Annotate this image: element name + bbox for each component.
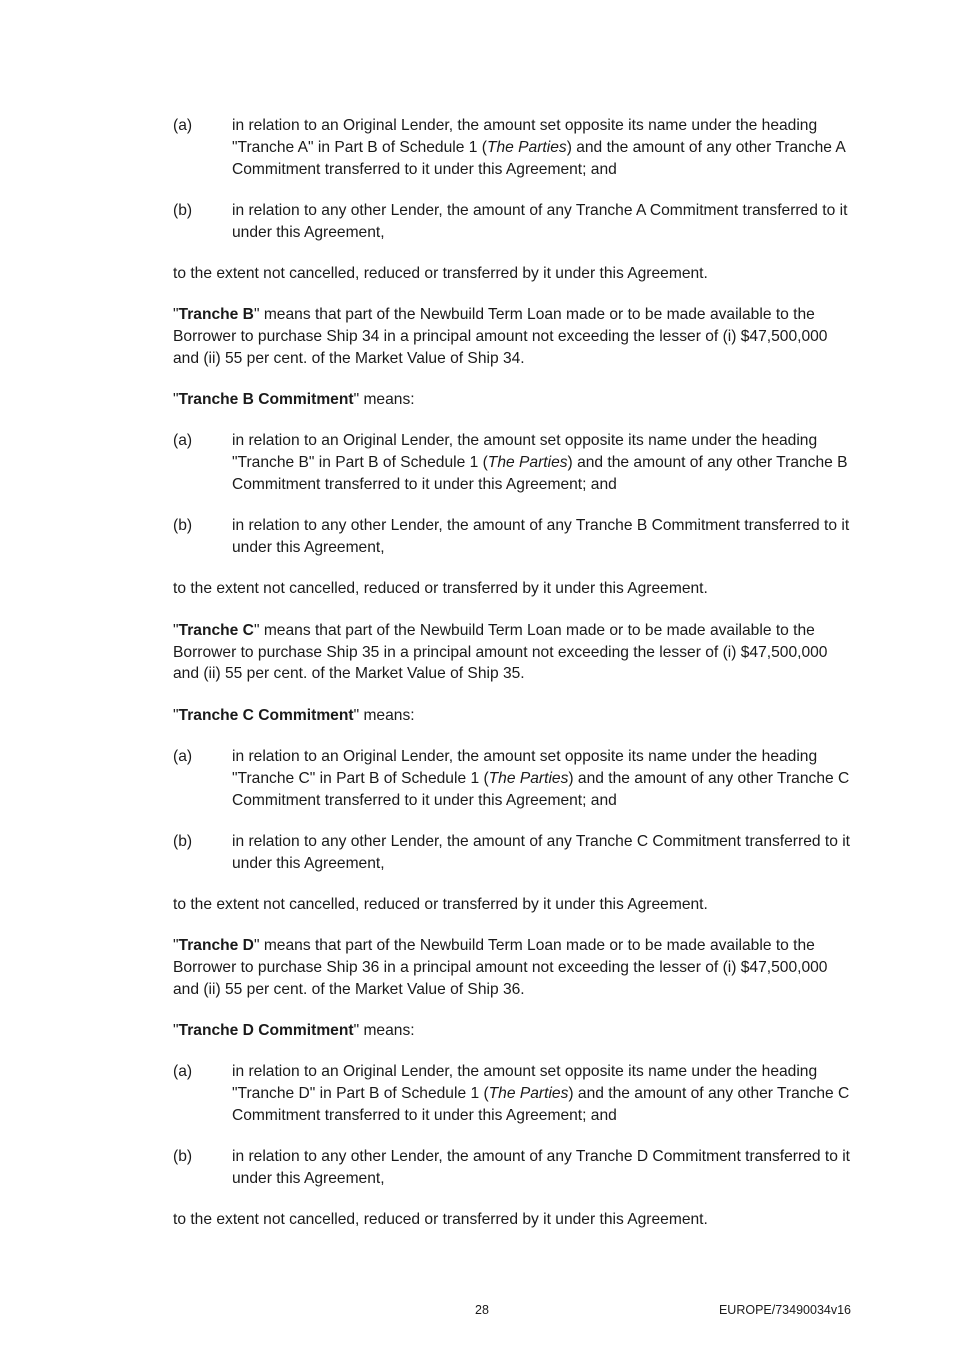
item-label: (a): [173, 432, 193, 450]
defined-term: Tranche B Commitment: [178, 391, 354, 409]
defined-term: Tranche D: [178, 937, 254, 955]
closing-paragraph: to the extent not cancelled, reduced or transferred by it under this Agreement.: [173, 264, 708, 282]
item-text: in relation to an Original Lender, the amount set opposite its name under the heading "Tranche D" in Part B of Schedule 1 (The Parties) and the amount of any other Tranche C Commitment transferred to it under this Agreement; and: [232, 1063, 850, 1124]
defined-term: Tranche D Commitment: [178, 1022, 354, 1040]
defined-term: Tranche C: [178, 621, 254, 639]
defined-term: Tranche C Commitment: [178, 706, 354, 724]
list-item: [173, 430, 853, 495]
item-label: (b): [173, 201, 193, 219]
item-text: in relation to an Original Lender, the amount set opposite its name under the heading "Tranche C" in Part B of Schedule 1 (The Parties) and the amount of any other Tranche C Commitment transferred to it under this Agreement; and: [232, 747, 850, 809]
definition-tranche-b-commitment: "Tranche B Commitment" means:: [173, 391, 415, 409]
item-label: (a): [173, 1063, 193, 1081]
definition-tranche-d: "Tranche D" means that part of the Newbuild Term Loan made or to be made available to the Borrower to purchase Ship 36 in a principal amount not exceeding the lesser of (i) $47,500,000 and (ii) 55 per cent. of the Market Value of Ship 36.: [173, 937, 828, 998]
item-text: in relation to an Original Lender, the amount set opposite its name under the heading "Tranche B" in Part B of Schedule 1 (The Parties) and the amount of any other Tranche B Commitment transferred to it under this Agreement; and: [232, 432, 848, 494]
list-item: [173, 1061, 853, 1126]
defined-term: Tranche B: [178, 306, 254, 324]
document-reference: EUROPE/73490034v16: [718, 1303, 851, 1317]
definition-tranche-b: "Tranche B" means that part of the Newbuild Term Loan made or to be made available to the Borrower to purchase Ship 34 in a principal amount not exceeding the lesser of (i) $47,500,000 and (ii) 55 per cent. of the Market Value of Ship 34.: [173, 306, 828, 367]
item-label: (b): [173, 832, 193, 850]
item-label: (b): [173, 1148, 193, 1166]
list-item: [173, 831, 853, 875]
definition-tranche-c: "Tranche C" means that part of the Newbuild Term Loan made or to be made available to the Borrower to purchase Ship 35 in a principal amount not exceeding the lesser of (i) $47,500,000 and (ii) 55 per cent. of the Market Value of Ship 35.: [173, 621, 828, 683]
item-label: (b): [173, 517, 193, 535]
list-item: [173, 200, 853, 244]
list-item: [173, 515, 853, 559]
closing-paragraph: to the extent not cancelled, reduced or transferred by it under this Agreement.: [173, 1211, 708, 1229]
item-text: in relation to any other Lender, the amount of any Tranche A Commitment transferred to it under this Agreement,: [232, 201, 848, 241]
item-text: in relation to any other Lender, the amount of any Tranche C Commitment transferred to it under this Agreement,: [232, 832, 851, 872]
list-item: [173, 1146, 853, 1190]
item-text: in relation to an Original Lender, the amount set opposite its name under the heading "Tranche A" in Part B of Schedule 1 (The Parties) and the amount of any other Tranche A Commitment transferred to it under this Agreement; and: [232, 117, 845, 178]
page-body: [173, 115, 853, 1251]
closing-paragraph: to the extent not cancelled, reduced or transferred by it under this Agreement.: [173, 895, 708, 913]
item-text: in relation to any other Lender, the amount of any Tranche D Commitment transferred to it under this Agreement,: [232, 1148, 851, 1188]
definition-tranche-d-commitment: "Tranche D Commitment" means:: [173, 1022, 415, 1040]
list-item: [173, 115, 853, 180]
item-label: (a): [173, 117, 193, 134]
definition-tranche-c-commitment: "Tranche C Commitment" means:: [173, 706, 415, 724]
list-item: [173, 746, 853, 811]
page-number: 28: [475, 1303, 489, 1317]
item-text: in relation to any other Lender, the amount of any Tranche B Commitment transferred to it under this Agreement,: [232, 517, 850, 557]
item-label: (a): [173, 747, 193, 765]
closing-paragraph: to the extent not cancelled, reduced or transferred by it under this Agreement.: [173, 580, 708, 598]
